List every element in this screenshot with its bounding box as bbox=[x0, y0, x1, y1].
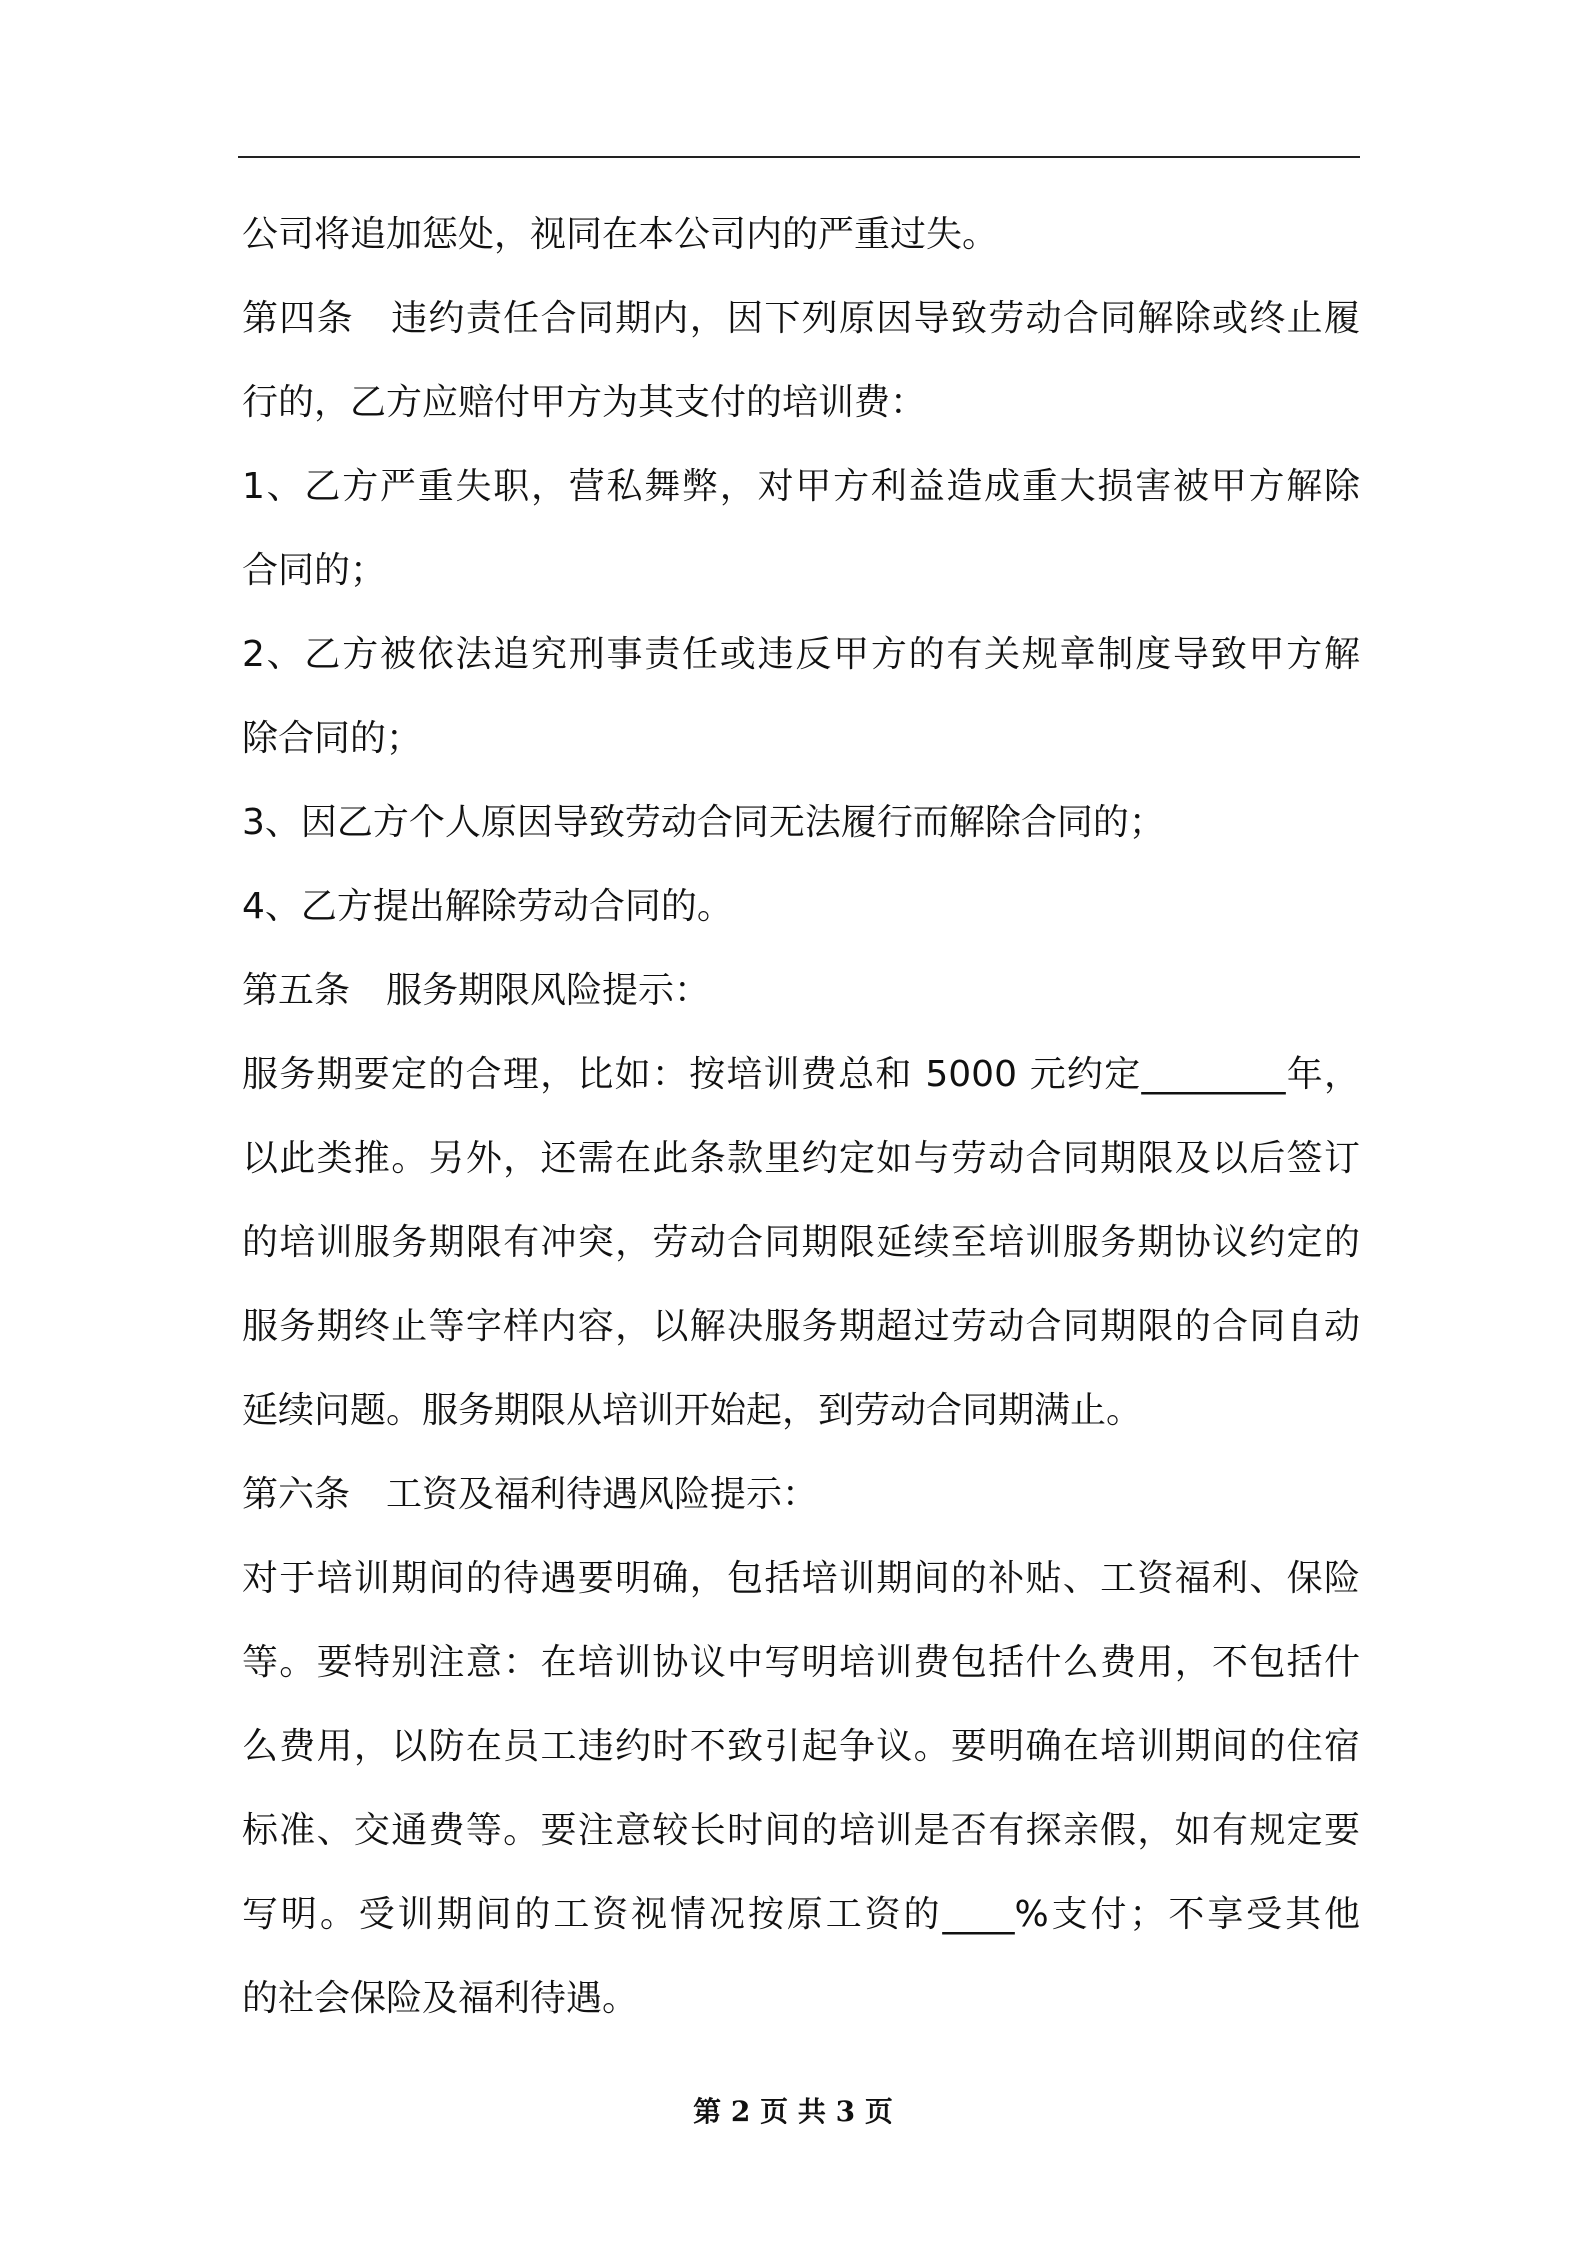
text-line: 服务期要定的合理，比如：按培训费总和 5000 元约定________年， bbox=[242, 1054, 1360, 1095]
document-body bbox=[242, 193, 1360, 2041]
text-line: 以此类推。另外，还需在此条款里约定如与劳动合同期限及以后签订 bbox=[242, 1138, 1360, 1179]
text-line: 标准、交通费等。要注意较长时间的培训是否有探亲假，如有规定要 bbox=[242, 1810, 1360, 1851]
text-line: 延续问题。服务期限从培训开始起，到劳动合同期满止。 bbox=[242, 1390, 1143, 1431]
article-4-heading-line: 第四条 违约责任合同期内，因下列原因导致劳动合同解除或终止履 bbox=[242, 298, 1360, 339]
text-line: 服务期终止等字样内容，以解决服务期超过劳动合同期限的合同自动 bbox=[242, 1306, 1360, 1347]
text-line: 对于培训期间的待遇要明确，包括培训期间的补贴、工资福利、保险 bbox=[242, 1558, 1360, 1599]
text-line: 写明。受训期间的工资视情况按原工资的____%支付；不享受其他 bbox=[242, 1894, 1360, 1935]
text-line: 的社会保险及福利待遇。 bbox=[242, 1978, 639, 2019]
article-5-heading: 第五条 服务期限风险提示： bbox=[242, 970, 711, 1011]
list-item-2-line: 2、乙方被依法追究刑事责任或违反甲方的有关规章制度导致甲方解 bbox=[242, 634, 1360, 675]
text-line: 的培训服务期限有冲突，劳动合同期限延续至培训服务期协议约定的 bbox=[242, 1222, 1360, 1263]
header-rule bbox=[238, 156, 1360, 158]
list-item-3-line: 3、因乙方个人原因导致劳动合同无法履行而解除合同的； bbox=[242, 802, 1165, 843]
page-number-footer: 第 2 页 共 3 页 bbox=[693, 2095, 893, 2128]
article-6-heading: 第六条 工资及福利待遇风险提示： bbox=[242, 1474, 819, 1515]
text-line: 行的，乙方应赔付甲方为其支付的培训费： bbox=[242, 382, 927, 423]
text-line: 公司将追加惩处，视同在本公司内的严重过失。 bbox=[242, 214, 999, 255]
text-line: 等。要特别注意：在培训协议中写明培训费包括什么费用，不包括什 bbox=[242, 1642, 1360, 1683]
text-line: 除合同的； bbox=[242, 718, 423, 759]
text-line: 么费用，以防在员工违约时不致引起争议。要明确在培训期间的住宿 bbox=[242, 1726, 1360, 1767]
list-item-4-line: 4、乙方提出解除劳动合同的。 bbox=[242, 886, 733, 927]
list-item-1-line: 1、乙方严重失职，营私舞弊，对甲方利益造成重大损害被甲方解除 bbox=[242, 466, 1360, 507]
text-line: 合同的； bbox=[242, 550, 387, 591]
